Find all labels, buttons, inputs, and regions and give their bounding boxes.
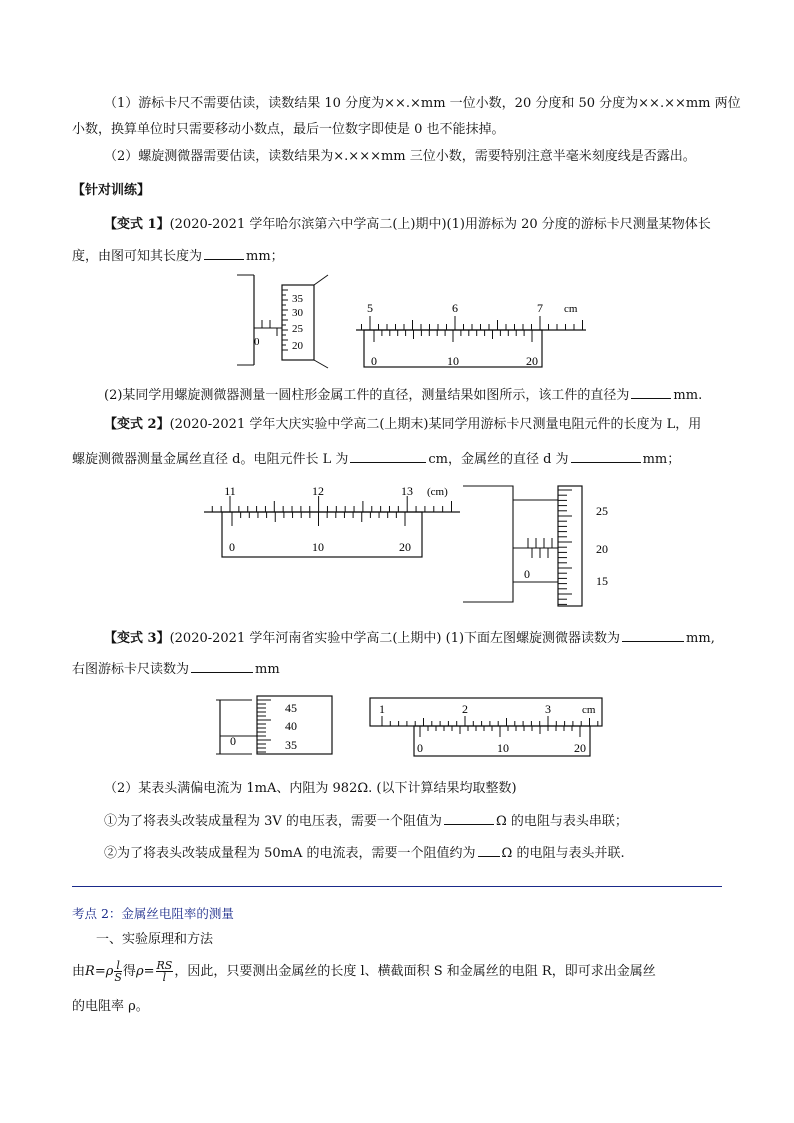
- answer-blank[interactable]: [631, 385, 671, 399]
- variant-3-text: (2020-2021 学年河南省实验中学高二(上期中) (1)下面左图螺旋测微器读数为: [169, 631, 621, 646]
- v1-micrometer-tick: 20: [292, 340, 303, 352]
- v2-micrometer-figure: [458, 478, 633, 610]
- unit-text: mm.: [673, 388, 703, 403]
- fraction-denominator: S: [114, 971, 122, 984]
- v3-vernier-label: 10: [497, 741, 509, 755]
- resistivity-formula-line: [72, 959, 656, 985]
- section-2-subheading: 一、实验原理和方法: [96, 932, 214, 947]
- variant-3-line-2: [72, 659, 280, 679]
- resistivity-line-2: 的电阻率 ρ。: [72, 999, 149, 1014]
- unit-text: mm；: [246, 249, 284, 264]
- fraction: [156, 960, 174, 983]
- v1-micrometer-zero: 0: [254, 336, 260, 348]
- question-2-text: ②为了将表头改装成量程为 50mA 的电流表，需要一个阻值约为: [104, 846, 476, 861]
- section-2-heading: 考点 2：金属丝电阻率的测量: [72, 906, 234, 921]
- variant-1-part-2-text: (2)某同学用螺旋测微器测量一圆柱形金属工件的直径，测量结果如图所示，该工件的直径为: [104, 388, 630, 403]
- v3-micrometer-figure: [212, 692, 342, 760]
- v2-vernier-label: 20: [399, 540, 411, 554]
- v1-main-label: 5: [367, 301, 373, 315]
- note-2: （2）螺旋测微器需要估读，读数结果为×.×××mm 三位小数，需要特别注意半毫米刻度线是否露出。: [104, 149, 696, 164]
- variant-1-prompt: 度，由图可知其长度为: [72, 249, 203, 264]
- answer-blank[interactable]: [444, 811, 494, 825]
- v2-vernier-label: 0: [229, 540, 235, 554]
- v2-main-label: 11: [224, 484, 236, 498]
- variant-2-tag: 【变式 2】: [104, 417, 170, 432]
- answer-blank[interactable]: [191, 659, 253, 673]
- formula-symbol: ρ: [135, 964, 144, 979]
- v3-micrometer-tick: 35: [285, 738, 297, 752]
- variant-1-part-2: [104, 385, 702, 405]
- variant-1-line-1: [104, 216, 711, 234]
- variant-3-line-1: [104, 628, 715, 648]
- v2-micrometer-zero: 0: [524, 567, 530, 581]
- answer-blank[interactable]: [571, 449, 641, 463]
- v3-vernier-label: 0: [417, 741, 423, 755]
- v3-micrometer-zero: 0: [230, 734, 236, 748]
- formula-symbol: ρ: [105, 964, 114, 979]
- v1-micrometer-tick: 30: [292, 307, 303, 319]
- v2-unit: (cm): [427, 486, 448, 498]
- v3-main-label: 1: [379, 702, 385, 716]
- v1-main-label: 6: [452, 301, 458, 315]
- v3-caliper-figure: [368, 696, 606, 762]
- training-heading: 【针对训练】: [72, 183, 151, 198]
- v3-micrometer-tick: 40: [285, 719, 297, 733]
- v1-micrometer-tick: 35: [292, 293, 303, 305]
- question-2-tail: Ω 的电阻与表头并联.: [501, 846, 625, 861]
- formula-symbol: R: [85, 964, 95, 979]
- unit-text: mm；: [642, 452, 681, 467]
- fraction: [114, 960, 122, 983]
- variant-2-prompt: 螺旋测微器测量金属丝直径 d。电阻元件长 L 为: [72, 452, 349, 467]
- note-1-line-2: 小数，换算单位时只需要移动小数点，最后一位数字即使是 0 也不能抹掉。: [72, 122, 505, 137]
- variant-3-question-2: [104, 843, 625, 863]
- v2-main-label: 12: [312, 484, 324, 498]
- v1-vernier-label: 20: [526, 354, 538, 368]
- variant-2-prompt-2: cm，金属丝的直径 d 为: [428, 452, 569, 467]
- v2-micrometer-tick: 20: [596, 542, 608, 556]
- v2-caliper-figure: [202, 480, 464, 562]
- v1-micrometer-figure: [232, 270, 332, 370]
- variant-2-text: (2020-2021 学年大庆实验中学高二(上期末)某同学用游标卡尺测量电阻元件的长度为 L，用: [169, 417, 702, 432]
- v1-main-label: 7: [537, 301, 543, 315]
- question-1-tail: Ω 的电阻与表头串联；: [495, 814, 628, 829]
- v2-vernier-label: 10: [312, 540, 324, 554]
- note-1-line-1: （1）游标卡尺不需要估读，读数结果 10 分度为××.×mm 一位小数，20 分度和 50 分度为××.××mm 两位: [104, 96, 741, 111]
- variant-1-line-2: [72, 246, 284, 266]
- fraction-numerator: l: [114, 960, 122, 972]
- v3-micrometer-tick: 45: [285, 701, 297, 715]
- v1-caliper-figure: [352, 296, 592, 370]
- v2-micrometer-tick: 15: [596, 574, 608, 588]
- unit-text: mm,: [686, 631, 715, 646]
- answer-blank[interactable]: [204, 246, 244, 260]
- variant-3-prompt: 右图游标卡尺读数为: [72, 662, 190, 677]
- variant-1-text: (2020-2021 学年哈尔滨第六中学高二(上)期中)(1)用游标为 20 分度的游标卡尺测量某物体长: [169, 217, 711, 232]
- formula-text: 由: [72, 964, 86, 979]
- v3-main-label: 3: [545, 702, 551, 716]
- answer-blank[interactable]: [622, 628, 684, 642]
- formula-text: 得: [122, 964, 136, 979]
- v3-unit: cm: [582, 704, 596, 716]
- variant-3-part-2: （2）某表头满偏电流为 1mA、内阻为 982Ω. (以下计算结果均取整数): [104, 781, 517, 796]
- question-1-text: ①为了将表头改装成量程为 3V 的电压表，需要一个阻值为: [104, 814, 442, 829]
- answer-blank[interactable]: [478, 843, 500, 857]
- section-divider: [72, 886, 722, 887]
- variant-3-question-1: [104, 811, 628, 831]
- v2-main-label: 13: [401, 484, 413, 498]
- variant-2-line-2: [72, 449, 680, 469]
- v3-vernier-label: 20: [574, 741, 586, 755]
- variant-1-tag: 【变式 1】: [104, 217, 170, 232]
- variant-3-tag: 【变式 3】: [104, 631, 170, 646]
- fraction-denominator: l: [162, 971, 167, 984]
- formula-text: =: [94, 964, 106, 979]
- fraction-numerator: RS: [156, 959, 173, 972]
- v1-micrometer-tick: 25: [292, 323, 303, 335]
- variant-2-line-1: [104, 416, 701, 434]
- v1-vernier-label: 0: [371, 354, 377, 368]
- v1-unit: cm: [564, 303, 578, 315]
- answer-blank[interactable]: [350, 449, 426, 463]
- unit-text: mm: [255, 662, 280, 677]
- v1-caliper-main-scale: [356, 301, 586, 330]
- v3-main-label: 2: [462, 702, 468, 716]
- v2-micrometer-tick: 25: [596, 504, 608, 518]
- formula-text: ，因此，只要测出金属丝的长度 l、横截面积 S 和金属丝的电阻 R，即可求出金属丝: [174, 964, 656, 979]
- v1-vernier-label: 10: [447, 354, 459, 368]
- formula-text: =: [143, 964, 155, 979]
